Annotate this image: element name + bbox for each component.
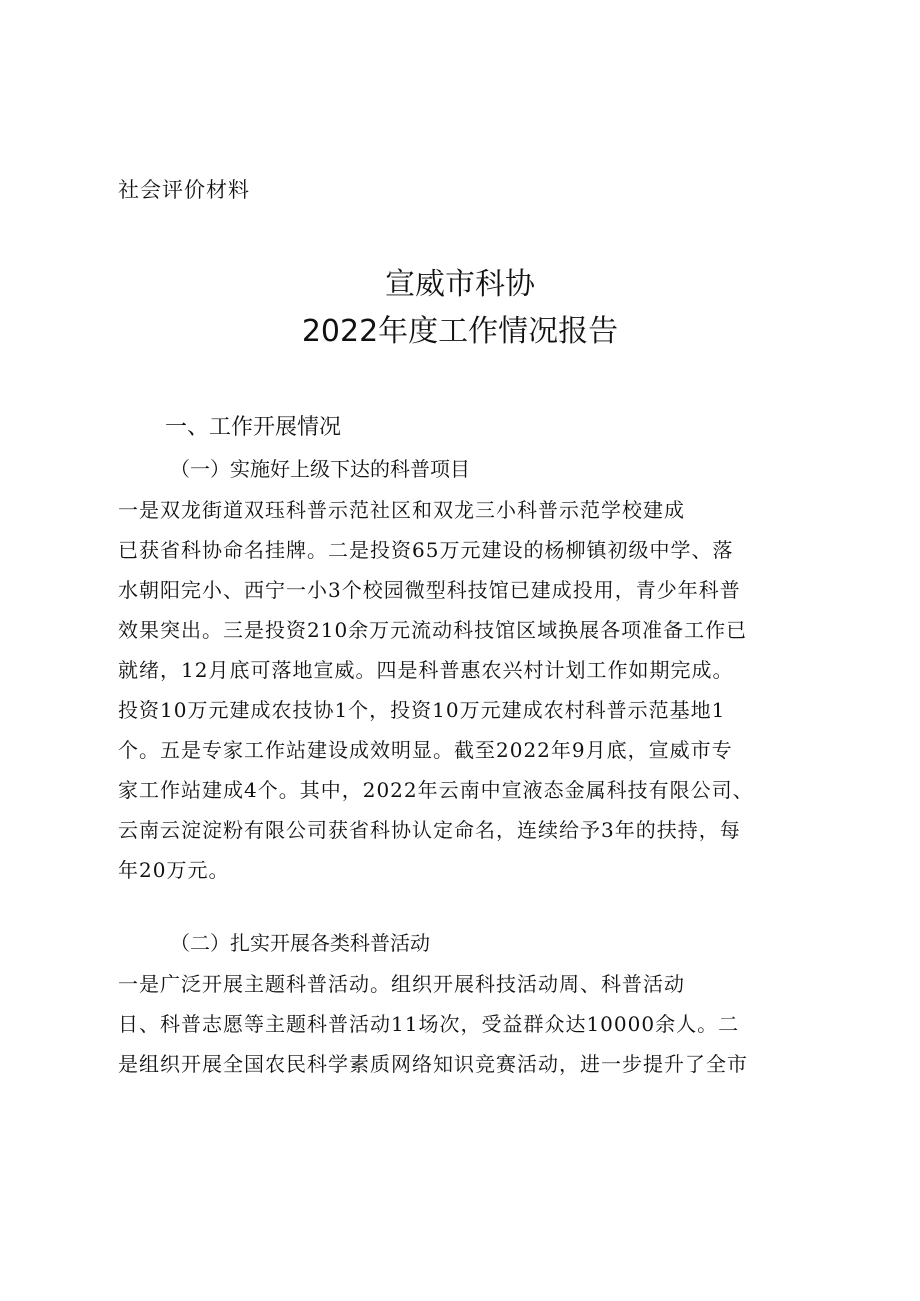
paragraph-2-line: 一是广泛开展主题科普活动。组织开展科技活动周、科普活动 [118,972,685,996]
paragraph-1-line: 个。五是专家工作站建设成效明显。截至2022年9月底，宣威市专 [118,738,733,762]
paragraph-1-line: 云南云淀淀粉有限公司获省科协认定命名，连续给予3年的扶持，每 [118,818,741,842]
paragraph-1-line: 投资10万元建成农技协1个，投资10万元建成农村科普示范基地1 [118,698,726,722]
paragraph-1-line: 效果突出。三是投资210余万元流动科技馆区域换展各项准备工作已 [118,618,748,642]
subsection-heading-2: （二）扎实开展各类科普活动 [170,931,430,955]
paragraph-1-line: 水朝阳完小、西宁一小3个校园微型科技馆已建成投用，青少年科普 [118,578,741,602]
paragraph-1-line: 家工作站建成4个。其中，2022年云南中宣液态金属科技有限公司、 [118,778,754,802]
paragraph-2-line: 是组织开展全国农民科学素质网络知识竞赛活动，进一步提升了全市 [118,1052,748,1076]
section-heading-1: 一、工作开展情况 [165,415,342,440]
document-title-line2: 2022年度工作情况报告 [301,314,619,349]
paragraph-1-line: 已获省科协命名挂牌。二是投资65万元建设的杨柳镇初级中学、落 [118,538,734,562]
paragraph-1 [118,490,818,890]
document-label: 社会评价材料 [118,178,250,202]
subsection-heading-1: （一）实施好上级下达的科普项目 [170,457,470,481]
document-title-line1: 宣威市科协 [385,267,535,302]
paragraph-1-line: 就绪，12月底可落地宣威。四是科普惠农兴村计划工作如期完成。 [118,658,734,682]
paragraph-2 [118,964,818,1084]
paragraph-1-line: 年20万元。 [118,858,230,882]
paragraph-1-line: 一是双龙街道双珏科普示范社区和双龙三小科普示范学校建成 [118,498,685,522]
paragraph-2-line: 日、科普志愿等主题科普活动11场次，受益群众达10000余人。二 [118,1012,740,1036]
